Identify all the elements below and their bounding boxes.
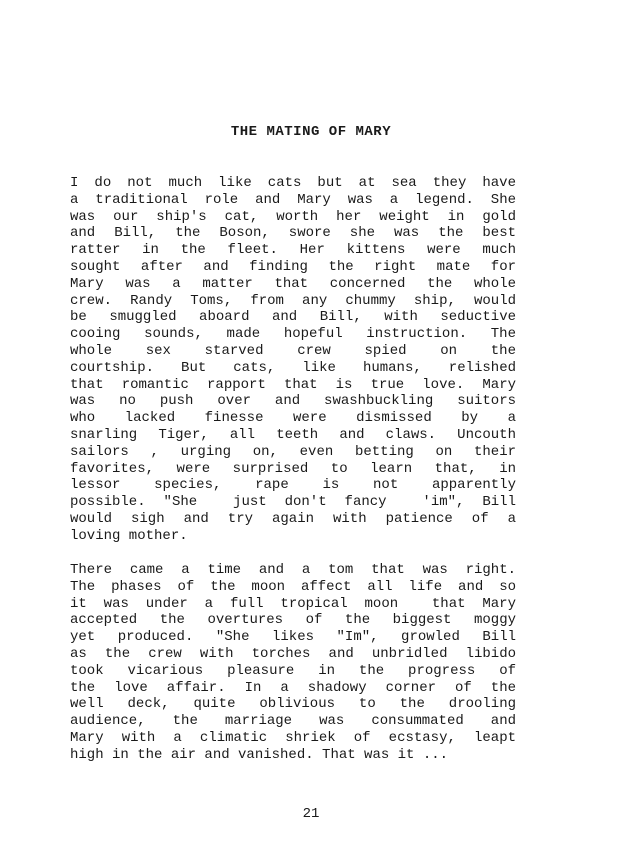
text-line: sailors , urging on, even betting on their xyxy=(70,443,516,460)
text-line: snarling Tiger, all teeth and claws. Uncouth xyxy=(70,426,516,443)
text-line: loving mother. xyxy=(70,527,188,544)
text-line: audience, the marriage was consummated and xyxy=(70,713,516,730)
text-line: whole sex starved crew spied on the xyxy=(70,342,516,359)
text-line: it was under a full tropical moon that Mary xyxy=(70,595,516,612)
page-title: THE MATING OF MARY xyxy=(230,124,392,140)
text-line: yet produced. "She likes "Im", growled Bill xyxy=(70,629,516,646)
paragraph-1 xyxy=(70,175,516,545)
paragraph-2 xyxy=(70,562,516,764)
page-number: 21 xyxy=(302,806,320,822)
text-line: accepted the overtures of the biggest moggy xyxy=(70,612,516,629)
text-line: Mary with a climatic shriek of ecstasy, leapt xyxy=(70,729,516,746)
text-line: would sigh and try again with patience of a xyxy=(70,510,516,527)
text-line: courtship. But cats, like humans, relished xyxy=(70,359,516,376)
text-line: took vicarious pleasure in the progress of xyxy=(70,662,516,679)
text-line: and Bill, the Boson, swore she was the best xyxy=(70,225,516,242)
text-line: who lacked finesse were dismissed by a xyxy=(70,410,516,427)
text-line: that romantic rapport that is true love. Mary xyxy=(70,376,516,393)
text-line: favorites, were surprised to learn that, in xyxy=(70,460,516,477)
text-line: the love affair. In a shadowy corner of the xyxy=(70,679,516,696)
text-line: lessor species, rape is not apparently xyxy=(70,477,516,494)
text-line: as the crew with torches and unbridled libido xyxy=(70,645,516,662)
text-line: possible. "She just don't fancy 'im", Bill xyxy=(70,494,516,511)
text-line: was our ship's cat, worth her weight in gold xyxy=(70,208,516,225)
text-line: high in the air and vanished. That was it ... xyxy=(70,746,449,763)
text-line: The phases of the moon affect all life and so xyxy=(70,578,516,595)
text-line: sought after and finding the right mate for xyxy=(70,258,516,275)
text-line: a traditional role and Mary was a legend. She xyxy=(70,191,516,208)
text-line: was no push over and swashbuckling suitors xyxy=(70,393,516,410)
text-line: Mary was a matter that concerned the whole xyxy=(70,275,516,292)
text-line: ratter in the fleet. Her kittens were much xyxy=(70,242,516,259)
text-line: There came a time and a tom that was right. xyxy=(70,562,516,578)
text-line: cooing sounds, made hopeful instruction. The xyxy=(70,326,516,343)
text-line: crew. Randy Toms, from any chummy ship, would xyxy=(70,292,516,309)
text-line: I do not much like cats but at sea they have xyxy=(70,175,516,191)
text-line: well deck, quite oblivious to the drooling xyxy=(70,696,516,713)
text-line: be smuggled aboard and Bill, with seductive xyxy=(70,309,516,326)
